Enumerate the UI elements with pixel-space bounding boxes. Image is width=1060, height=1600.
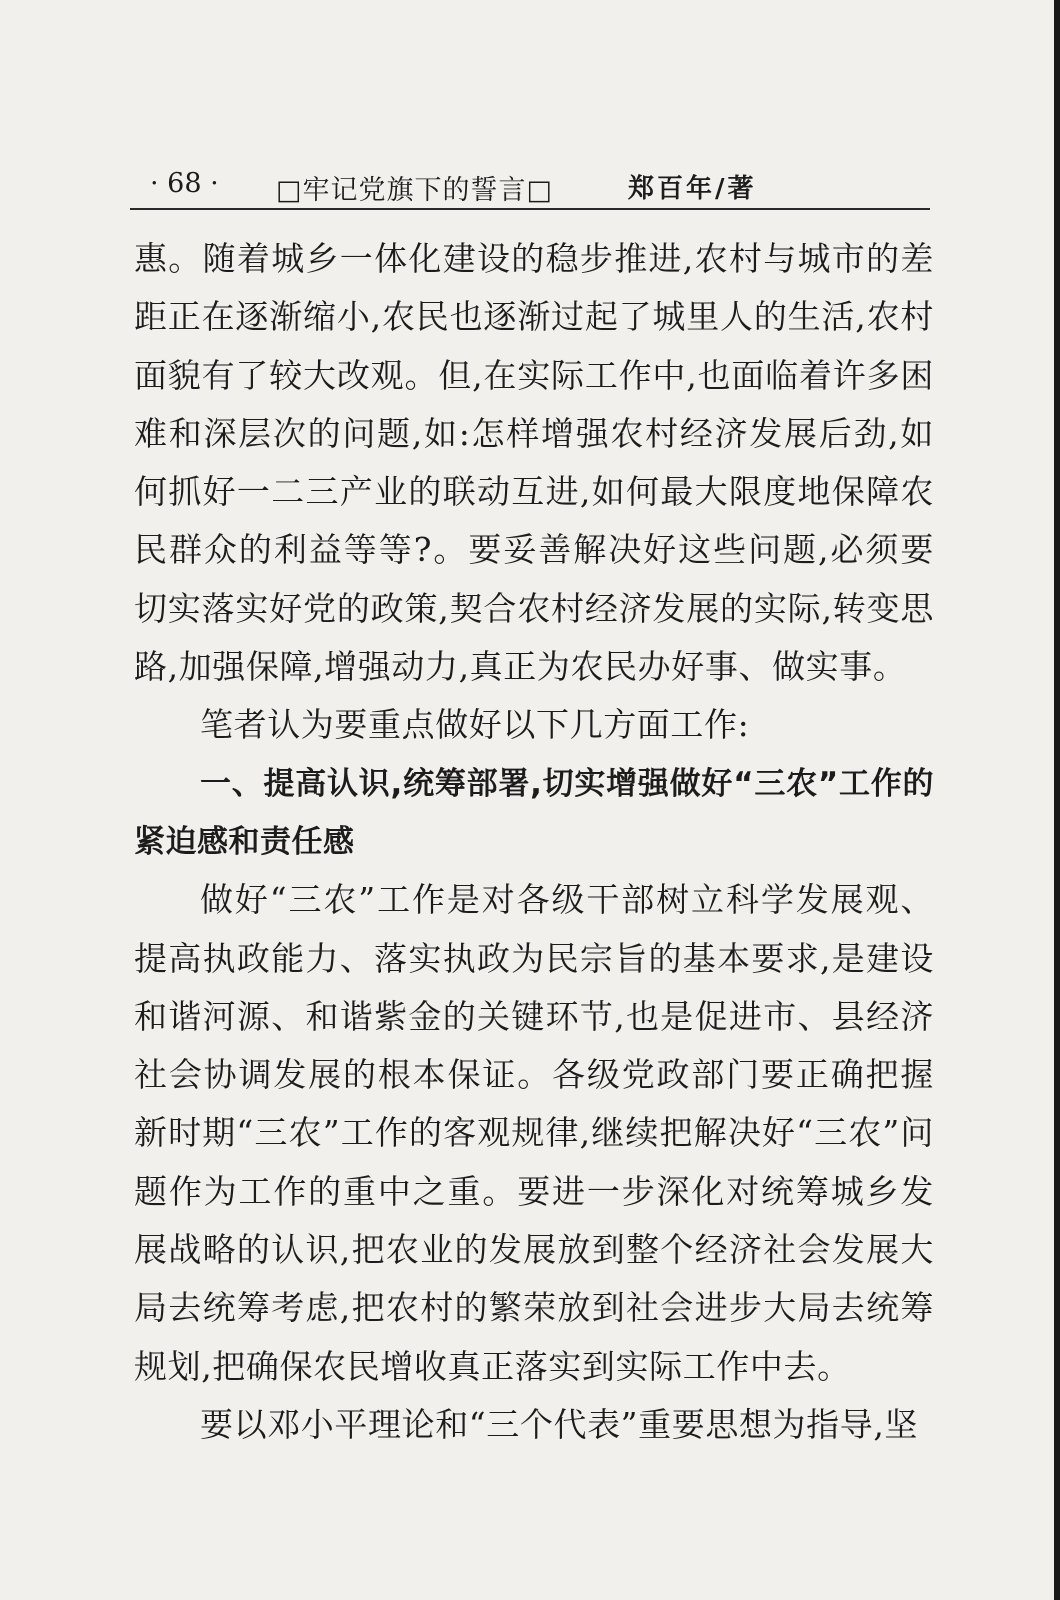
book-title: □牢记党旗下的誓言□ xyxy=(276,175,554,206)
header-rule xyxy=(130,208,930,210)
body-text xyxy=(134,230,934,1454)
page-number: · 68 · xyxy=(150,168,219,199)
page-edge xyxy=(1054,0,1060,1600)
section-heading: 一、提高认识,统筹部署,切实增强做好“三农”工作的紧迫感和责任感 xyxy=(134,765,934,860)
running-header xyxy=(134,168,928,208)
paragraph: 做好“三农”工作是对各级干部树立科学发展观、提高执政能力、落实执政为民宗旨的基本要求,是建设和谐河源、和谐紫金的关键环节,也是促进市、县经济社会协调发展的根本保证。各级党政部门要正确把握新时期“三农”工作的客观规律,继续把解决好“三农”问题作为工作的重中之重。要进一步深化对统筹城乡发展战略的认识,把农业的发展放到整个经济社会发展大局去统筹考虑,把农村的繁荣放到社会进步大局去统筹规划,把确保农民增收真正落实到实际工作中去。 xyxy=(134,880,934,1386)
author-credit: 郑百年/著 xyxy=(628,174,757,204)
paragraph: 要以邓小平理论和“三个代表”重要思想为指导,坚 xyxy=(200,1404,919,1444)
paragraph-intro: 笔者认为要重点做好以下几方面工作: xyxy=(200,705,750,745)
paragraph-continued: 惠。随着城乡一体化建设的稳步推进,农村与城市的差距正在逐渐缩小,农民也逐渐过起了城里人的生活,农村面貌有了较大改观。但,在实际工作中,也面临着许多困难和深层次的问题,如:怎样增强农村经济发展后劲,如何抓好一二三产业的联动互进,如何最大限度地保障农民群众的利益等等?。要妥善解决好这些问题,必须要切实落实好党的政策,契合农村经济发展的实际,转变思路,加强保障,增强动力,真正为农民办好事、做实事。 xyxy=(134,239,934,687)
